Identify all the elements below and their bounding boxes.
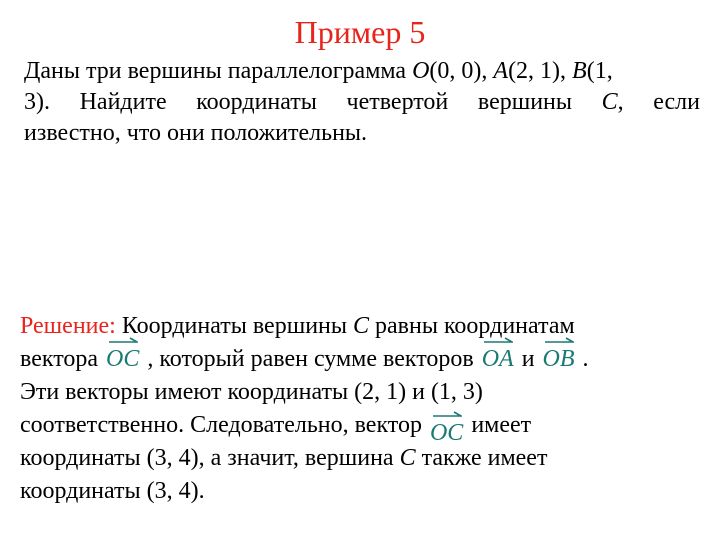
vertex-o: O (412, 58, 430, 84)
solution-block (20, 310, 710, 508)
problem-text: (0, 0), (429, 58, 494, 84)
solution-text: и (515, 346, 541, 372)
vector-label: OC (106, 346, 140, 372)
solution-text: имеет (465, 412, 532, 438)
vector-arrow-icon (108, 336, 138, 344)
solution-text: Координаты вершины (115, 313, 354, 339)
vector-arrow-icon (483, 336, 513, 344)
vertex-c: C (601, 89, 618, 115)
solution-text: соответственно. Следовательно, вектор (20, 412, 428, 438)
solution-text: . (576, 346, 589, 372)
vector-ob (541, 343, 577, 376)
vertex-c: C (399, 445, 416, 471)
vector-label: OB (542, 346, 575, 372)
solution-line-6: координаты (3, 4). (20, 478, 205, 504)
vector-arrow-icon (544, 336, 574, 344)
problem-line-1 (24, 56, 700, 87)
solution-text: координаты (3, 4), а значит, вершина (20, 445, 400, 471)
solution-line-5 (20, 442, 710, 475)
problem-text: (1, (586, 58, 613, 84)
vector-label: OA (481, 346, 514, 372)
solution-line-4 (20, 409, 710, 446)
vector-arrow-icon (432, 410, 462, 418)
solution-text: равны координатам (369, 313, 575, 339)
solution-line-2 (20, 343, 710, 376)
solution-label: Решение: (20, 313, 116, 339)
problem-statement (24, 56, 700, 149)
problem-line-2 (24, 87, 700, 118)
problem-line-3: известно, что они положительны. (24, 120, 368, 146)
solution-line-3: Эти векторы имеют координаты (2, 1) и (1, 3) (20, 379, 483, 405)
slide-title: Пример 5 (294, 14, 426, 50)
problem-text: , если (617, 89, 700, 115)
vertex-a: A (493, 58, 509, 84)
solution-text: также имеет (415, 445, 548, 471)
problem-text: 3). Найдите координаты четвертой вершины (24, 89, 602, 115)
vector-label: OC (429, 420, 464, 446)
problem-text: (2, 1), (508, 58, 573, 84)
solution-text: , который равен сумме векторов (141, 346, 480, 372)
solution-text: вектора (20, 346, 105, 372)
problem-text: Даны три вершины параллелограмма (24, 58, 413, 84)
vertex-c: C (353, 313, 370, 339)
vertex-b: B (572, 58, 587, 84)
vector-oa (480, 343, 516, 376)
vector-oc (104, 343, 141, 376)
